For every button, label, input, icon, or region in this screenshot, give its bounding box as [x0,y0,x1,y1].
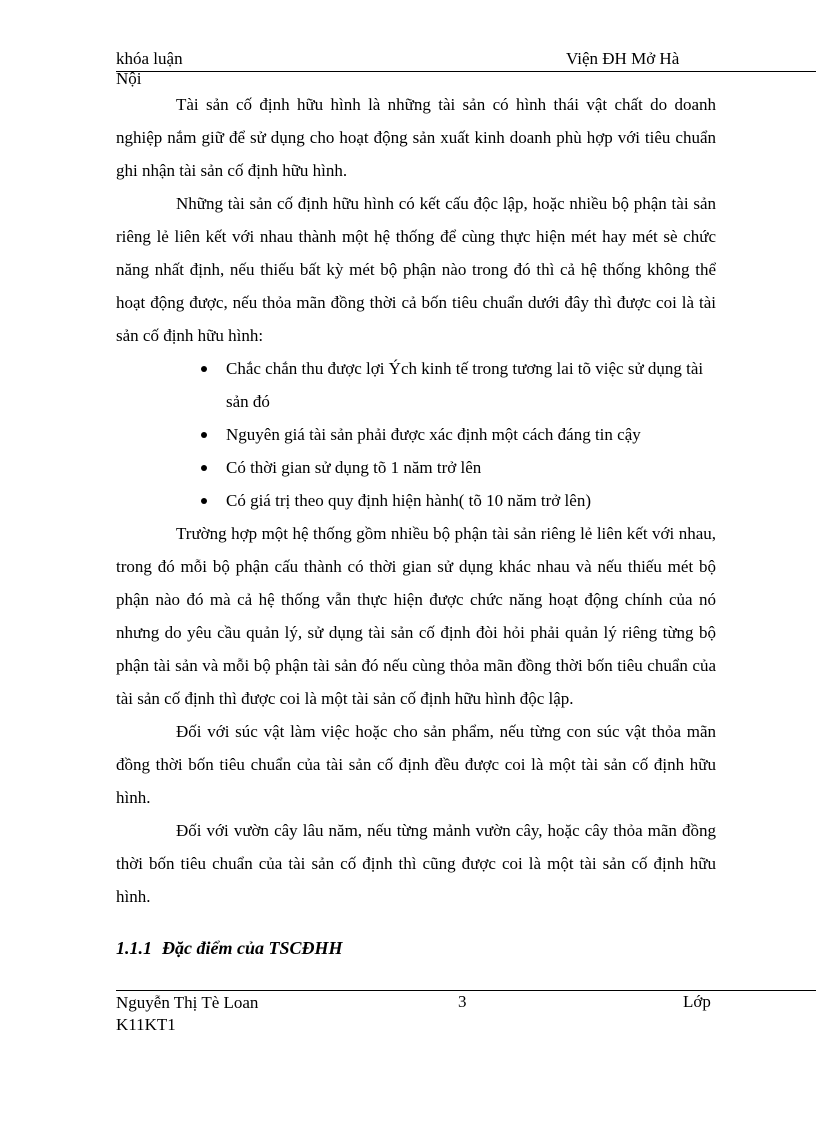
header-left-line1: khóa luận [116,49,183,68]
paragraph: Trường hợp một hệ thống gồm nhiều bộ phận tài sản riêng lẻ liên kết với nhau, trong đó mỗi bộ phận cấu thành có thời gian sử dụng khác nhau và nếu thiếu mét bộ phận nào đó mà cả hệ thống vẫn thực hiện được chức năng hoạt động chính của nó nhưng do yêu cầu quản lý, sử dụng tài sản cố định đòi hỏi phải quản lý riêng từng bộ phận tài sản và mỗi bộ phận tài sản đó nếu cùng thỏa mãn đồng thời bốn tiêu chuẩn của tài sản cố định thì được coi là một tài sản cố định hữu hình độc lập. [116,524,716,708]
footer-class-code: K11KT1 [116,1015,176,1034]
list-item: Chắc chắn thu được lợi Ých kinh tế trong tương lai tõ việc sử dụng tài sản đó [226,352,716,418]
header-divider [116,71,816,72]
paragraph: Đối với vườn cây lâu năm, nếu từng mảnh vườn cây, hoặc cây thỏa mãn đồng thời bốn tiêu chuẩn của tài sản cố định thì cũng được coi là một tài sản cố định hữu hình. [116,821,716,906]
document-body [116,88,716,913]
footer-left [116,992,258,1036]
paragraph: Những tài sản cố định hữu hình có kết cấu độc lập, hoặc nhiều bộ phận tài sản riêng lẻ liên kết với nhau thành một hệ thống để cùng thực hiện mét hay mét sè chức năng nhất định, nếu thiếu bất kỳ mét bộ phận nào trong đó thì cả hệ thống không thể hoạt động được, nếu thỏa mãn đồng thời cả bốn tiêu chuẩn dưới đây thì được coi là tài sản cố định hữu hình: [116,194,716,345]
header-left-line2: Nội [116,69,142,88]
list-item: Nguyên giá tài sản phải được xác định một cách đáng tin cậy [226,418,716,451]
section-number: 1.1.1 [116,938,152,958]
section-title: Đặc điểm của TSCĐHH [162,938,343,958]
criteria-list [116,352,716,517]
list-item: Có giá trị theo quy định hiện hành( tõ 10 năm trở lên) [226,484,716,517]
footer-author: Nguyễn Thị Tè Loan [116,993,259,1012]
page-number: 3 [458,992,467,1011]
bullet-icon [201,498,207,504]
bullet-icon [201,366,207,372]
section-heading [116,938,343,959]
header-left [116,49,183,89]
list-item: Có thời gian sử dụng tõ 1 năm trở lên [226,451,716,484]
footer-divider [116,990,816,991]
header-right: Viện ĐH Mở Hà [566,49,680,68]
bullet-icon [201,432,207,438]
bullet-icon [201,465,207,471]
footer-right: Lớp [683,992,711,1011]
paragraph: Tài sản cố định hữu hình là những tài sản có hình thái vật chất do doanh nghiệp nắm giữ để sử dụng cho hoạt động sản xuất kinh doanh phù hợp với tiêu chuẩn ghi nhận tài sản cố định hữu hình. [116,95,716,180]
paragraph: Đối với súc vật làm việc hoặc cho sản phẩm, nếu từng con súc vật thỏa mãn đồng thời bốn tiêu chuẩn của tài sản cố định đều được coi là một tài sản cố định hữu hình. [116,722,716,807]
